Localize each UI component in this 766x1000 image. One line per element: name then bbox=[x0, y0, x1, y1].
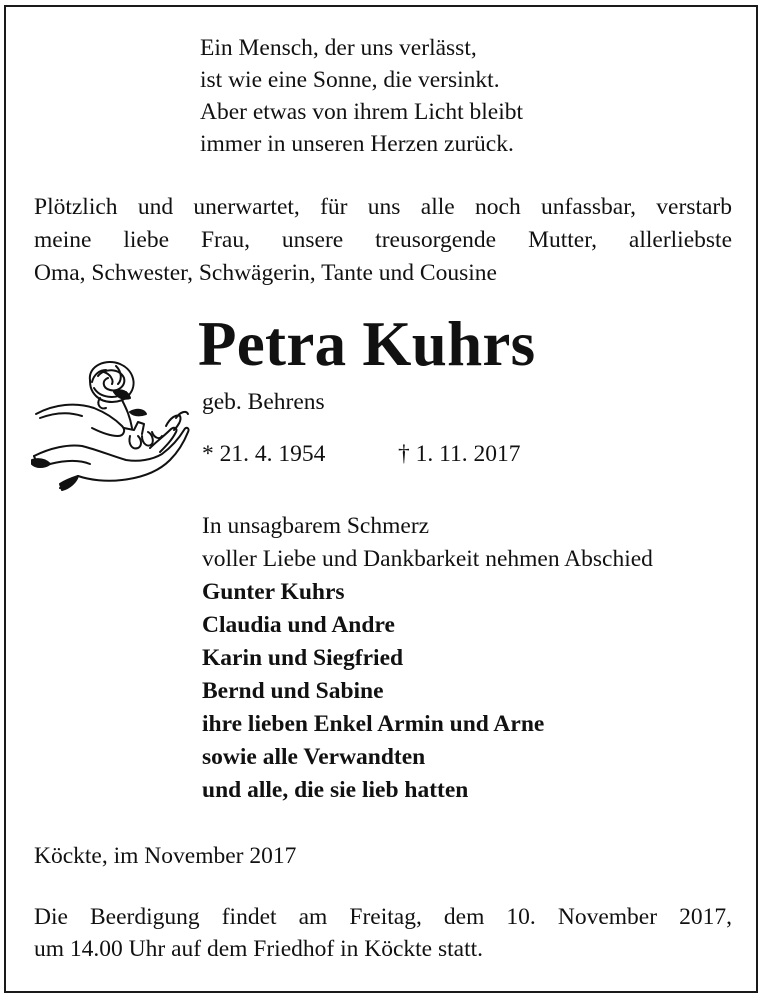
poem-line: Aber etwas von ihrem Licht bleibt bbox=[200, 99, 524, 125]
poem-line: immer in unseren Herzen zurück. bbox=[200, 131, 514, 157]
mourner-name: Gunter Kuhrs bbox=[202, 579, 345, 605]
maiden-name: geb. Behrens bbox=[202, 389, 325, 415]
mourning-line: voller Liebe und Dankbarkeit nehmen Abschied bbox=[202, 546, 653, 572]
mourner-name: ihre lieben Enkel Armin und Arne bbox=[202, 711, 545, 737]
mourner-name: Karin und Siegfried bbox=[202, 645, 404, 671]
mourner-name: und alle, die sie lieb hatten bbox=[202, 777, 469, 803]
mourner-name: Claudia und Andre bbox=[202, 612, 395, 638]
rose-in-hands-icon bbox=[30, 352, 194, 492]
intro-text bbox=[34, 191, 732, 290]
funeral-info bbox=[34, 901, 732, 965]
poem-line: Ein Mensch, der uns verlässt, bbox=[200, 35, 477, 61]
poem bbox=[200, 32, 523, 160]
mourners-list bbox=[202, 576, 544, 807]
mourner-name: sowie alle Verwandten bbox=[202, 744, 426, 770]
birth-date: * 21. 4. 1954 bbox=[202, 441, 326, 467]
mourning-line: In unsagbarem Schmerz bbox=[202, 513, 430, 539]
poem-line: ist wie eine Sonne, die versinkt. bbox=[200, 67, 500, 93]
mourner-name: Bernd und Sabine bbox=[202, 678, 384, 704]
funeral-line: Die Beerdigung findet am Freitag, dem 10. November 2017, bbox=[34, 904, 732, 930]
deceased-name: Petra Kuhrs bbox=[198, 309, 536, 379]
mourning-text bbox=[202, 510, 653, 576]
intro-line: Plötzlich und unerwartet, für uns alle noch unfassbar, verstarb bbox=[34, 194, 732, 220]
intro-line: meine liebe Frau, unsere treusorgende Mutter, allerliebste bbox=[34, 227, 732, 253]
funeral-line: um 14.00 Uhr auf dem Friedhof in Köckte statt. bbox=[34, 936, 484, 962]
death-date: † 1. 11. 2017 bbox=[398, 441, 521, 467]
place-date: Köckte, im November 2017 bbox=[34, 843, 297, 869]
intro-line: Oma, Schwester, Schwägerin, Tante und Cousine bbox=[34, 260, 497, 286]
